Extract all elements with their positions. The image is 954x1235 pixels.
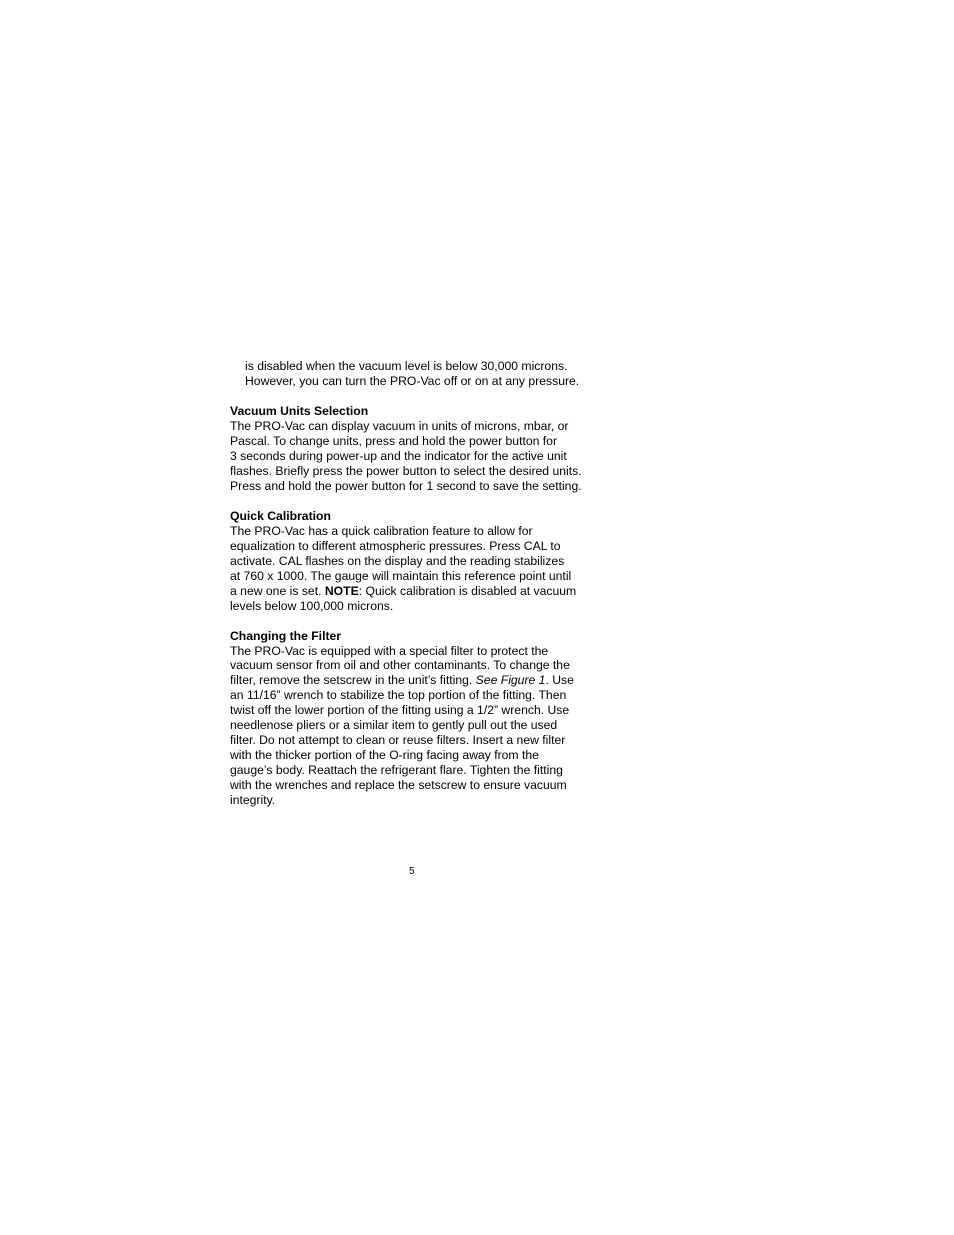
quick-calibration-line-5-note: : Quick calibration is disabled at vacuum bbox=[358, 584, 577, 598]
page-number: 5 bbox=[409, 866, 415, 877]
quick-calibration-line-4: at 760 x 1000. The gauge will maintain this reference point until bbox=[230, 569, 572, 583]
quick-calibration-heading: Quick Calibration bbox=[230, 509, 331, 523]
intro-line-1: is disabled when the vacuum level is below 30,000 microns. bbox=[245, 359, 568, 373]
quick-calibration-line-5-text: a new one is set. bbox=[230, 584, 325, 598]
changing-filter-line-5: twist off the lower portion of the fitting using a 1/2” wrench. Use bbox=[230, 703, 570, 717]
changing-filter-line-10: with the wrenches and replace the setscrew to ensure vacuum bbox=[230, 778, 567, 792]
changing-filter-line-11: integrity. bbox=[230, 793, 276, 807]
figure-reference: See Figure 1 bbox=[475, 673, 546, 687]
quick-calibration-line-5 bbox=[230, 584, 576, 599]
changing-filter-line-6: needlenose pliers or a similar item to gently pull out the used bbox=[230, 718, 558, 732]
changing-filter-line-4: an 11/16” wrench to stabilize the top portion of the fitting. Then bbox=[230, 688, 567, 702]
changing-filter-line-3-end: . Use bbox=[545, 673, 574, 687]
changing-filter-line-3 bbox=[230, 673, 574, 688]
intro-line-2: However, you can turn the PRO-Vac off or on at any pressure. bbox=[245, 374, 580, 388]
changing-filter-line-2: vacuum sensor from oil and other contaminants. To change the bbox=[230, 658, 570, 672]
vacuum-units-heading: Vacuum Units Selection bbox=[230, 404, 369, 418]
note-label: NOTE bbox=[324, 584, 359, 598]
quick-calibration-line-2: equalization to different atmospheric pressures. Press CAL to bbox=[230, 539, 561, 553]
quick-calibration-line-6: levels below 100,000 microns. bbox=[230, 599, 394, 613]
changing-filter-line-7: filter. Do not attempt to clean or reuse filters. Insert a new filter bbox=[230, 733, 566, 747]
changing-filter-line-3-text: filter, remove the setscrew in the unit’s fitting. bbox=[230, 673, 476, 687]
vacuum-units-line-5: Press and hold the power button for 1 second to save the setting. bbox=[230, 479, 582, 493]
quick-calibration-line-3: activate. CAL flashes on the display and the reading stabilizes bbox=[230, 554, 565, 568]
vacuum-units-line-4: flashes. Briefly press the power button to select the desired units. bbox=[230, 464, 582, 478]
changing-filter-heading: Changing the Filter bbox=[230, 629, 342, 643]
vacuum-units-line-1: The PRO-Vac can display vacuum in units of microns, mbar, or bbox=[230, 419, 569, 433]
changing-filter-line-9: gauge’s body. Reattach the refrigerant flare. Tighten the fitting bbox=[230, 763, 563, 777]
vacuum-units-line-2: Pascal. To change units, press and hold the power button for bbox=[230, 434, 558, 448]
changing-filter-line-8: with the thicker portion of the O-ring facing away from the bbox=[230, 748, 539, 762]
quick-calibration-line-1: The PRO-Vac has a quick calibration feature to allow for bbox=[230, 524, 533, 538]
changing-filter-line-1: The PRO-Vac is equipped with a special filter to protect the bbox=[230, 644, 549, 658]
vacuum-units-line-3: 3 seconds during power-up and the indicator for the active unit bbox=[230, 449, 567, 463]
